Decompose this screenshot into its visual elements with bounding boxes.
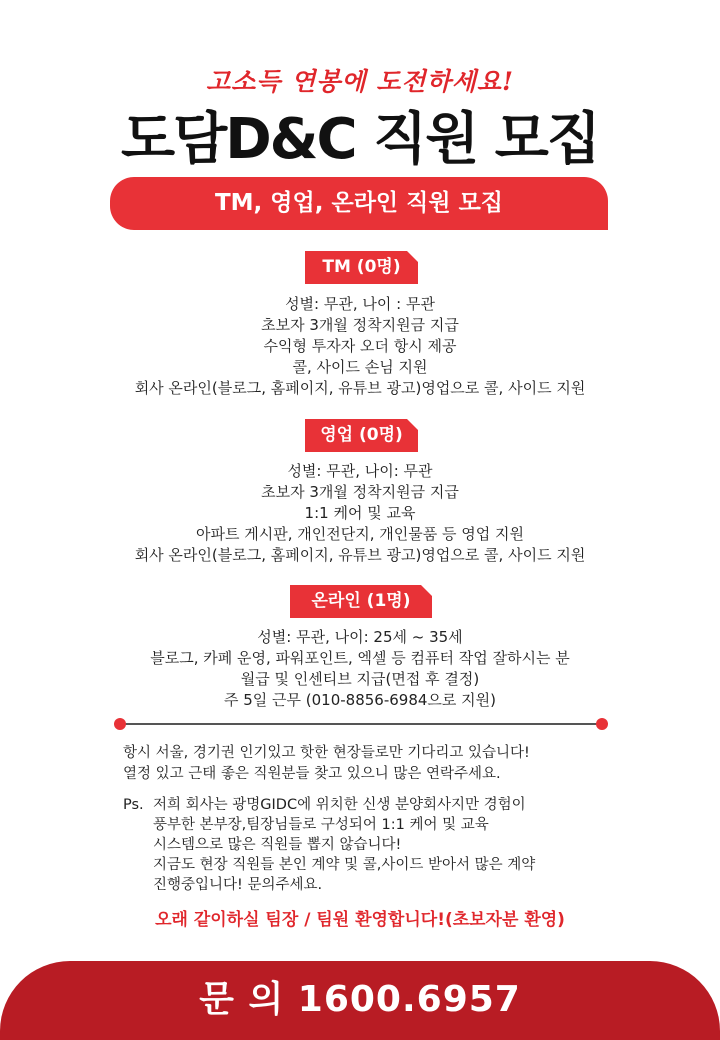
online-badge: 온라인 (1명) xyxy=(290,585,432,618)
notice-line: 항시 서울, 경기권 인기있고 핫한 현장들로만 기다리고 있습니다! xyxy=(123,745,530,761)
ps-body xyxy=(153,795,613,895)
tm-line: 회사 온라인(블로그, 홈페이지, 유튜브 광고)영업으로 콜, 사이드 지원 xyxy=(134,379,586,397)
tm-badge: TM (0명) xyxy=(305,251,418,284)
contact-footer xyxy=(0,961,720,1040)
online-details xyxy=(0,627,720,711)
tm-line: 수익형 투자자 오더 항시 제공 xyxy=(263,337,457,355)
sales-line: 1:1 케어 및 교육 xyxy=(304,504,416,522)
page-title: 도담D&C 직원 모집 xyxy=(121,107,599,172)
divider-line xyxy=(120,723,602,725)
sales-line: 회사 온라인(블로그, 홈페이지, 유튜브 광고)영업으로 콜, 사이드 지원 xyxy=(134,546,586,564)
divider-dot-left xyxy=(114,718,126,730)
tm-line: 성별: 무관, 나이 : 무관 xyxy=(285,295,435,313)
notice-line: 열정 있고 근태 좋은 직원분들 찾고 있으니 많은 연락주세요. xyxy=(123,766,501,782)
ps-line: 풍부한 본부장,팀장님들로 구성되어 1:1 케어 및 교육 xyxy=(153,817,489,833)
contact-phone[interactable]: 문 의 1600.6957 xyxy=(199,979,521,1020)
sales-line: 초보자 3개월 정착지원금 지급 xyxy=(261,483,459,501)
sales-details xyxy=(0,461,720,566)
online-line: 성별: 무관, 나이: 25세 ~ 35세 xyxy=(257,628,463,646)
ps-line: 진행중입니다! 문의주세요. xyxy=(153,877,323,893)
sales-line: 아파트 게시판, 개인전단지, 개인물품 등 영업 지원 xyxy=(196,525,524,543)
ps-line: 시스템으로 많은 직원들 뽑지 않습니다! xyxy=(153,837,402,853)
ps-line: 지금도 현장 직원들 본인 계약 및 콜,사이드 받아서 많은 계약 xyxy=(153,857,536,873)
recruitment-banner: TM, 영업, 온라인 직원 모집 xyxy=(110,177,608,230)
online-line: 주 5일 근무 (010-8856-6984으로 지원) xyxy=(223,691,497,709)
online-line: 월급 및 인센티브 지급(면접 후 결정) xyxy=(240,670,480,688)
online-line: 블로그, 카페 운영, 파워포인트, 엑셀 등 컴퓨터 작업 잘하시는 분 xyxy=(150,649,570,667)
tm-line: 콜, 사이드 손님 지원 xyxy=(292,358,428,376)
tm-line: 초보자 3개월 정착지원금 지급 xyxy=(261,316,459,334)
tm-details xyxy=(0,294,720,399)
ps-label: Ps. xyxy=(123,797,144,813)
divider-dot-right xyxy=(596,718,608,730)
notice-text xyxy=(123,743,530,785)
ps-line: 저희 회사는 광명GIDC에 위치한 신생 분양회사지만 경험이 xyxy=(153,797,526,813)
sales-badge: 영업 (0명) xyxy=(305,419,418,452)
sales-line: 성별: 무관, 나이: 무관 xyxy=(287,462,433,480)
tagline: 고소득 연봉에 도전하세요! xyxy=(205,67,515,96)
welcome-message: 오래 같이하실 팀장 / 팀원 환영합니다!(초보자분 환영) xyxy=(155,910,565,930)
divider xyxy=(114,718,608,730)
